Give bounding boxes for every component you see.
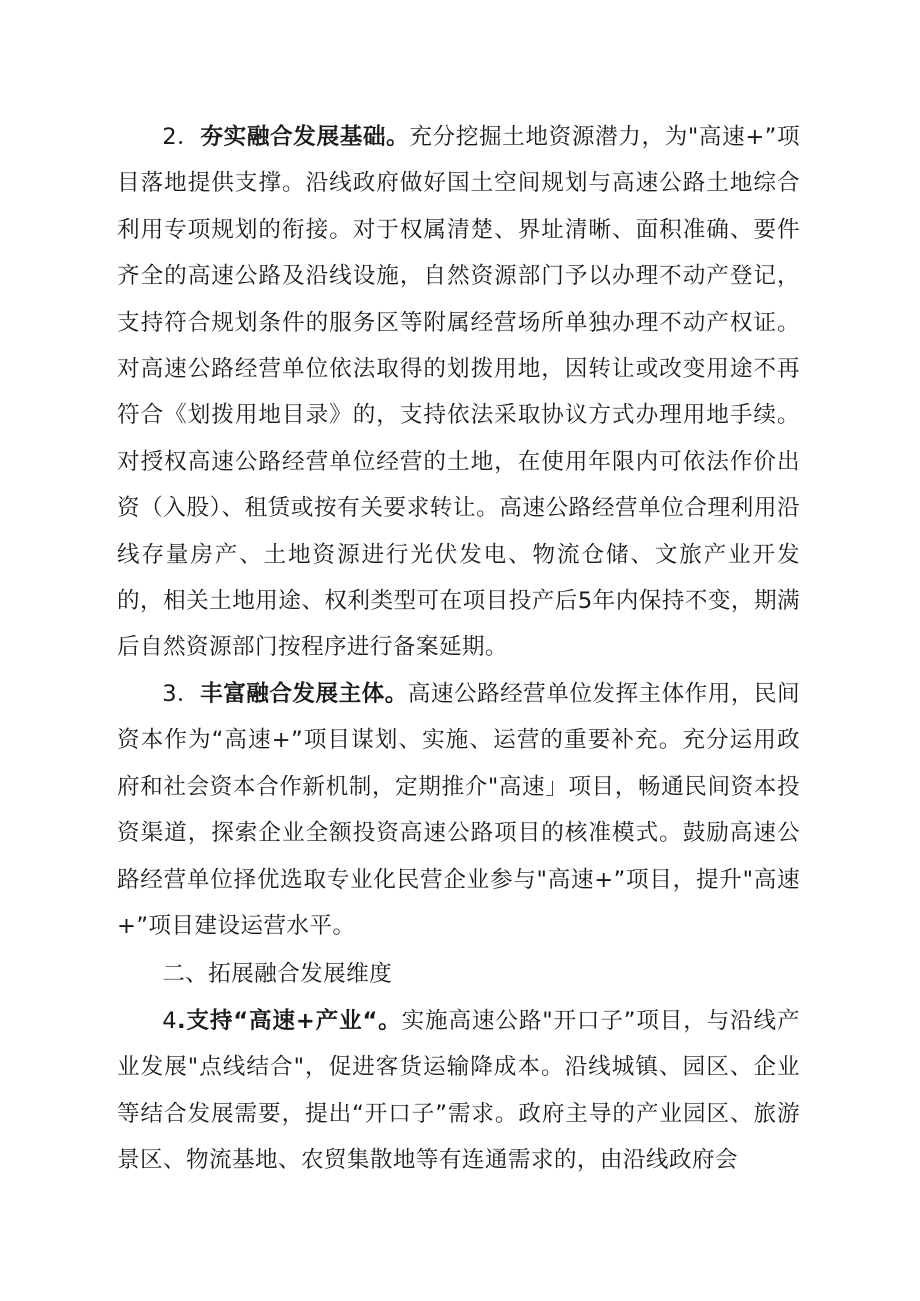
paragraph-4 bbox=[117, 998, 800, 1184]
paragraph-3-body: 高速公路经营单位发挥主体作用，民间资本作为“高速+”项目谋划、实施、运营的重要补充。充分运用政府和社会资本合作新机制，定期推介"高速」项目，畅通民间资本投资渠道，探索企业全额投资高速公路项目的核准模式。鼓励高速公路经营单位择优选取专业化民营企业参与"高速+”项目，提升"高速+”项目建设运营水平。 bbox=[117, 680, 800, 939]
paragraph-4-title: .支持“高速+产业“。 bbox=[176, 1007, 402, 1034]
paragraph-2 bbox=[117, 114, 800, 671]
section-heading: 二、拓展融合发展维度 bbox=[162, 961, 393, 988]
paragraph-2-title: 夯实融合发展基础。 bbox=[200, 124, 410, 150]
paragraph-3-number: 3． bbox=[162, 680, 201, 707]
paragraph-3 bbox=[117, 671, 800, 949]
paragraph-2-body: 充分挖掘土地资源潜力，为"高速+”项目落地提供支撑。沿线政府做好国土空间规划与高速公路土地综合利用专项规划的衔接。对于权属清楚、界址清晰、面积准确、要件齐全的高速公路及沿线设施，自然资源部门予以办理不动产登记，支持符合规划条件的服务区等附属经营场所单独办理不动产权证。对高速公路经营单位依法取得的划拨用地，因转让或改变用途不再符合《划拨用地目录》的，支持依法采取协议方式办理用地手续。对授权高速公路经营单位经营的土地，在使用年限内可依法作价出资（入股）、租赁或按有关要求转让。高速公路经营单位合理利用沿线存量房产、土地资源进行光伏发电、物流仓储、文旅产业开发的，相关土地用途、权利类型可在项目投产后5年内保持不变，期满后自然资源部门按程序进行备案延期。 bbox=[117, 124, 800, 661]
paragraph-3-title: 丰富融合发展主体。 bbox=[200, 680, 408, 707]
paragraph-2-number: 2． bbox=[162, 124, 201, 150]
paragraph-4-number: 4 bbox=[162, 1007, 177, 1034]
paragraph-4-body: 实施高速公路"开口子”项目，与沿线产业发展"点线结合"，促进客货运输降成本。沿线城镇、园区、企业等结合发展需要，提出“开口子”需求。政府主导的产业园区、旅游景区、物流基地、农贸集散地等有连通需求的，由沿线政府会 bbox=[117, 1007, 800, 1173]
